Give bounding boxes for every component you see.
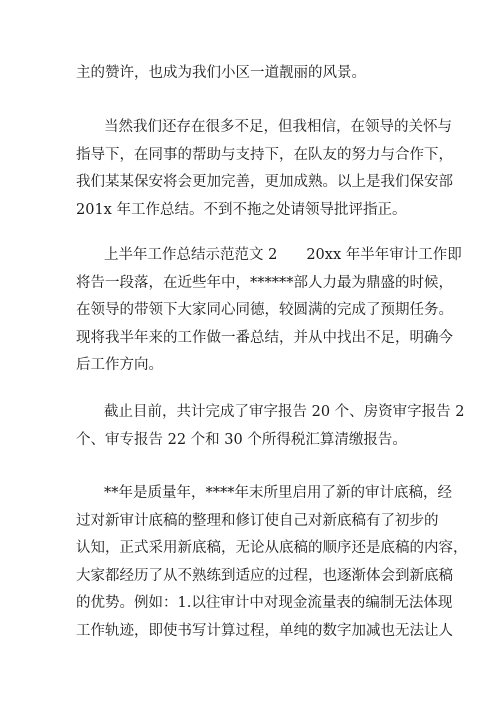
paragraph-1	[76, 60, 436, 88]
text-line: 后工作方向。	[76, 357, 163, 374]
text-line: 上半年工作总结示范范文 2 20xx 年半年审计工作即	[104, 247, 462, 263]
text-line: 指导下，在同事的帮助与支持下，在队友的努力与合作下，	[76, 146, 453, 163]
text-line: 大家都经历了从不熟练到适应的过程，也逐渐体会到新底稿	[76, 567, 453, 584]
text-line: 过对新审计底稿的整理和修订使自己对新底稿有了初步的	[76, 512, 439, 529]
text-line: 主的赞许，也成为我们小区一道靓丽的风景。	[76, 65, 366, 81]
text-line: 的优势。例如：1.以往审计中对现金流量表的编制无法体现	[76, 595, 453, 612]
text-line: 现将我半年来的工作做一番总结，并从中找出不足，明确今	[76, 329, 453, 346]
text-line: 截止目前，共计完成了审字报告 20 个、房资审字报告 2	[104, 404, 465, 420]
text-line: 个、审专报告 22 个和 30 个所得税汇算清缴报告。	[76, 431, 407, 448]
text-line: 当然我们还存在很多不足，但我相信，在领导的关怀与	[104, 119, 452, 135]
text-line: 201x 年工作总结。不到不拖之处请领导批评指正。	[76, 201, 407, 218]
text-line: **年是质量年，****年末所里启用了新的审计底稿，经	[104, 485, 452, 501]
paragraph-4	[76, 399, 465, 454]
paragraph-3	[76, 242, 462, 380]
paragraph-5	[76, 480, 468, 646]
paragraph-2	[76, 114, 453, 224]
text-line: 工作轨迹，即使书写计算过程，单纯的数字加减也无法让人	[76, 622, 453, 639]
text-line: 我们某某保安将会更加完善，更加成熟。以上是我们保安部	[76, 174, 453, 191]
text-line: 在领导的带领下大家同心同德，较圆满的完成了预期任务。	[76, 302, 453, 319]
text-line: 认知，正式采用新底稿，无论从底稿的顺序还是底稿的内容，	[76, 540, 468, 557]
text-line: 将告一段落，在近些年中，******部人力最为鼎盛的时候，	[76, 274, 453, 291]
